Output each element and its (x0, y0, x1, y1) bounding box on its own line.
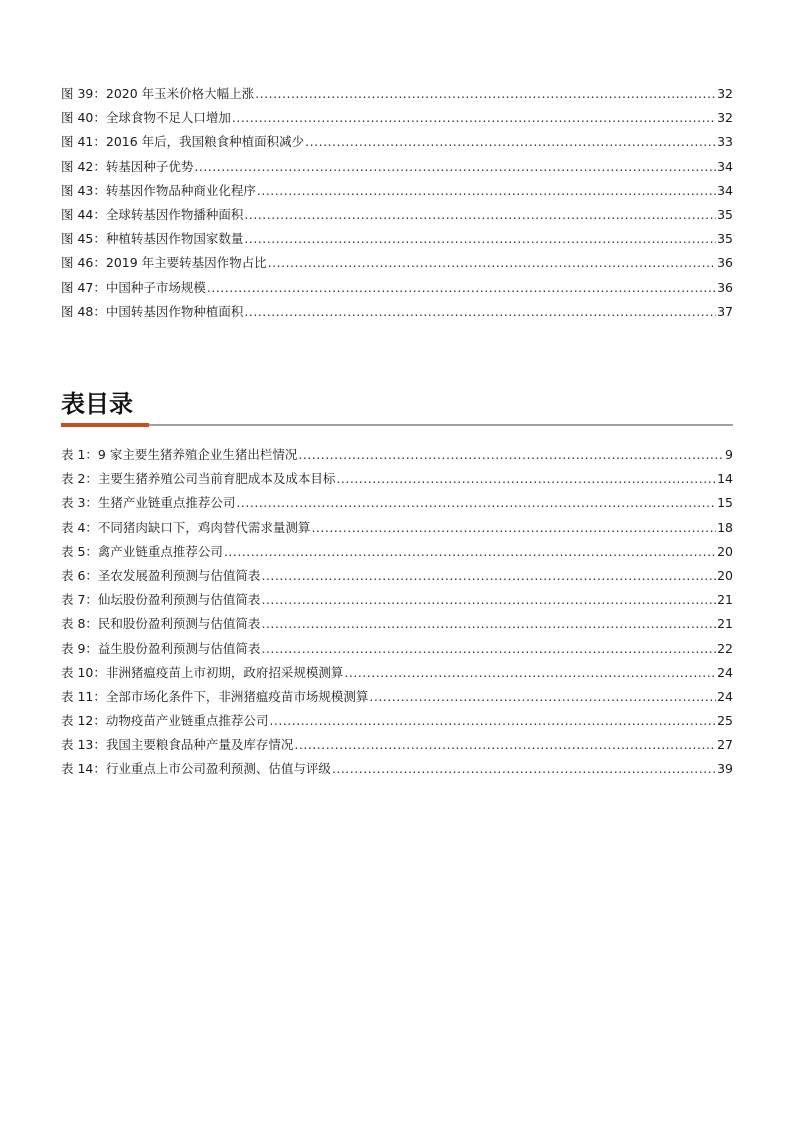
toc-leader-dots (305, 133, 716, 151)
toc-leader-dots (298, 446, 724, 464)
toc-leader-dots (236, 494, 716, 512)
figure-toc-entry[interactable] (61, 85, 733, 109)
heading-accent-bar (61, 423, 149, 427)
toc-leader-dots (261, 640, 716, 658)
table-toc-entry[interactable] (61, 664, 733, 688)
toc-page-number: 34 (717, 182, 733, 198)
toc-page-number: 35 (717, 231, 733, 247)
figure-toc-entry[interactable] (61, 158, 733, 182)
table-toc-entry[interactable] (61, 712, 733, 736)
table-toc-entry[interactable] (61, 688, 733, 712)
toc-leader-dots (261, 615, 716, 633)
toc-leader-dots (244, 230, 716, 248)
toc-page-number: 39 (717, 761, 733, 777)
toc-leader-dots (224, 543, 716, 561)
toc-page-number: 9 (725, 447, 733, 462)
toc-entry-label: 表 14：行业重点上市公司盈利预测、估值与评级 (61, 761, 331, 777)
toc-leader-dots (332, 760, 716, 778)
figure-toc-entry[interactable] (61, 254, 733, 278)
toc-entry-label: 表 2：主要生猪养殖公司当前育肥成本及成本目标 (61, 471, 336, 487)
toc-entry-label: 图 41：2016 年后，我国粮食种植面积减少 (61, 134, 305, 150)
table-toc-entry[interactable] (61, 591, 733, 615)
toc-entry-label: 表 8：民和股份盈利预测与估值简表 (61, 616, 261, 632)
toc-leader-dots (232, 109, 716, 127)
table-toc-entry[interactable] (61, 519, 733, 543)
tables-section-heading (61, 386, 733, 430)
toc-page-number: 15 (717, 495, 733, 511)
table-toc-entry[interactable] (61, 470, 733, 494)
toc-page-number: 24 (717, 688, 733, 704)
section-title: 表目录 (61, 390, 133, 418)
table-toc-entry[interactable] (61, 760, 733, 784)
table-toc-entry[interactable] (61, 446, 733, 470)
toc-entry-label: 图 46：2019 年主要转基因作物占比 (61, 255, 267, 271)
figure-toc-entry[interactable] (61, 133, 733, 157)
toc-entry-label: 图 40：全球食物不足人口增加 (61, 110, 231, 126)
toc-leader-dots (294, 736, 716, 754)
toc-entry-label: 图 45：种植转基因作物国家数量 (61, 231, 244, 247)
toc-entry-label: 表 3：生猪产业链重点推荐公司 (61, 495, 236, 511)
table-toc-entry[interactable] (61, 494, 733, 518)
toc-page-number: 35 (717, 206, 733, 222)
toc-page-number: 20 (717, 567, 733, 583)
toc-leader-dots (257, 182, 716, 200)
table-toc-entry[interactable] (61, 736, 733, 760)
toc-leader-dots (344, 664, 716, 682)
table-toc-entry[interactable] (61, 543, 733, 567)
toc-page-number: 25 (717, 713, 733, 729)
toc-leader-dots (268, 254, 716, 272)
toc-leader-dots (311, 519, 716, 537)
toc-entry-label: 表 10：非洲猪瘟疫苗上市初期，政府招采规模测算 (61, 664, 344, 680)
toc-entry-label: 图 43：转基因作物品种商业化程序 (61, 182, 256, 198)
figure-toc-entry[interactable] (61, 206, 733, 230)
toc-leader-dots (207, 279, 716, 297)
toc-entry-label: 表 13：我国主要粮食品种产量及库存情况 (61, 737, 294, 753)
figure-toc-entry[interactable] (61, 279, 733, 303)
table-toc-list (61, 446, 733, 785)
toc-page-number: 36 (717, 279, 733, 295)
toc-leader-dots (255, 85, 716, 103)
toc-entry-label: 表 4：不同猪肉缺口下，鸡肉替代需求量测算 (61, 519, 311, 535)
toc-entry-label: 图 44：全球转基因作物播种面积 (61, 206, 244, 222)
toc-page-number: 20 (717, 543, 733, 559)
toc-page-number: 21 (717, 592, 733, 608)
toc-page-number: 33 (717, 134, 733, 150)
toc-entry-label: 表 5：禽产业链重点推荐公司 (61, 543, 223, 559)
toc-leader-dots (244, 206, 716, 224)
toc-page-number: 37 (717, 303, 733, 319)
toc-leader-dots (269, 712, 716, 730)
toc-page-number: 14 (717, 471, 733, 487)
toc-leader-dots (194, 158, 716, 176)
toc-page-number: 27 (717, 737, 733, 753)
toc-page-number: 24 (717, 664, 733, 680)
toc-entry-label: 表 12：动物疫苗产业链重点推荐公司 (61, 713, 269, 729)
toc-leader-dots (369, 688, 716, 706)
toc-page-number: 32 (717, 86, 733, 101)
toc-entry-label: 图 48：中国转基因作物种植面积 (61, 303, 244, 319)
figure-toc-entry[interactable] (61, 109, 733, 133)
toc-page-number: 32 (717, 110, 733, 126)
toc-page-number: 22 (717, 640, 733, 656)
toc-entry-label: 图 39：2020 年玉米价格大幅上涨 (61, 86, 255, 101)
toc-entry-label: 表 11：全部市场化条件下，非洲猪瘟疫苗市场规模测算 (61, 688, 369, 704)
toc-entry-label: 表 7：仙坛股份盈利预测与估值简表 (61, 592, 261, 608)
toc-entry-label: 图 42：转基因种子优势 (61, 158, 194, 174)
heading-divider (61, 424, 733, 426)
table-toc-entry[interactable] (61, 640, 733, 664)
figure-toc-entry[interactable] (61, 230, 733, 254)
toc-page-number: 34 (717, 158, 733, 174)
table-toc-entry[interactable] (61, 615, 733, 639)
figure-toc-entry[interactable] (61, 303, 733, 327)
toc-leader-dots (261, 591, 716, 609)
toc-page-number: 36 (717, 255, 733, 271)
figure-toc-entry[interactable] (61, 182, 733, 206)
toc-leader-dots (261, 567, 716, 585)
toc-entry-label: 表 9：益生股份盈利预测与估值简表 (61, 640, 261, 656)
table-toc-entry[interactable] (61, 567, 733, 591)
toc-page-number: 18 (717, 519, 733, 535)
toc-leader-dots (336, 470, 716, 488)
toc-leader-dots (244, 303, 716, 321)
toc-entry-label: 表 6：圣农发展盈利预测与估值简表 (61, 567, 261, 583)
toc-entry-label: 图 47：中国种子市场规模 (61, 279, 206, 295)
toc-entry-label: 表 1：9 家主要生猪养殖企业生猪出栏情况 (61, 447, 298, 462)
figure-toc-list (61, 85, 733, 327)
toc-page-number: 21 (717, 616, 733, 632)
